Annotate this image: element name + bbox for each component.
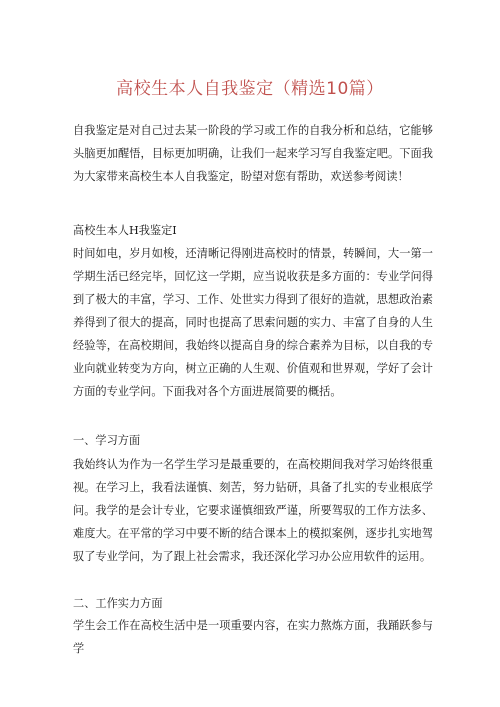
- intro-paragraph: 自我鉴定是对自己过去某一阶段的学习或工作的自我分析和总结，它能够头脑更加醒悟，目标更加明确，让我们一起来学习写自我鉴定吧。下面我为大家带来高校生本人自我鉴定，盼望对您有帮助，欢送参考阅读！: [73, 124, 433, 183]
- body-paragraph-2: 我始终认为作为一名学生学习是最重要的，在高校期间我对学习始终很重视。在学习上，我看法谨慎、刻苦，努力钻研，具备了扎实的专业根底学问。我学的是会计专业，它要求谨慎细致严谨，所要驾驭的工作方法多、难度大。在平常的学习中要不断的结合课本上的模拟案例，逐步扎实地驾驭了专业学问，为了跟上社会需求，我还深化学习办公应用软件的运用。: [73, 458, 433, 563]
- heading-study: 一、学习方面: [73, 434, 141, 447]
- body-paragraph-3: 学生会工作在高校生活中是一项重要内容，在实力熬炼方面，我踊跃参与学: [73, 619, 433, 655]
- document-title: 高校生本人自我鉴定（精选10篇）: [116, 79, 384, 99]
- section-subtitle: 高校生本人H我鉴定I: [73, 224, 177, 237]
- body-paragraph-1: 时间如电，岁月如梭，还清晰记得刚进高校时的情景，转瞬间，大一第一学期生活已经完毕，回忆这一学期，应当说收获是多方面的：专业学问得到了极大的丰富，学习、工作、处世实力得到了很好的造就，思想政治素养得到了很大的提高，同时也提高了思索问题的实力、丰富了自身的人生经验等，在高校期间，我始终以提高自身的综合素养为目标，以自我的专业向就业转变为方向，树立正确的人生观、价值观和世界观，学好了会计方面的专业学问。下面我对各个方面进展简要的概括。: [73, 247, 433, 398]
- heading-work: 二、工作实力方面: [73, 597, 163, 610]
